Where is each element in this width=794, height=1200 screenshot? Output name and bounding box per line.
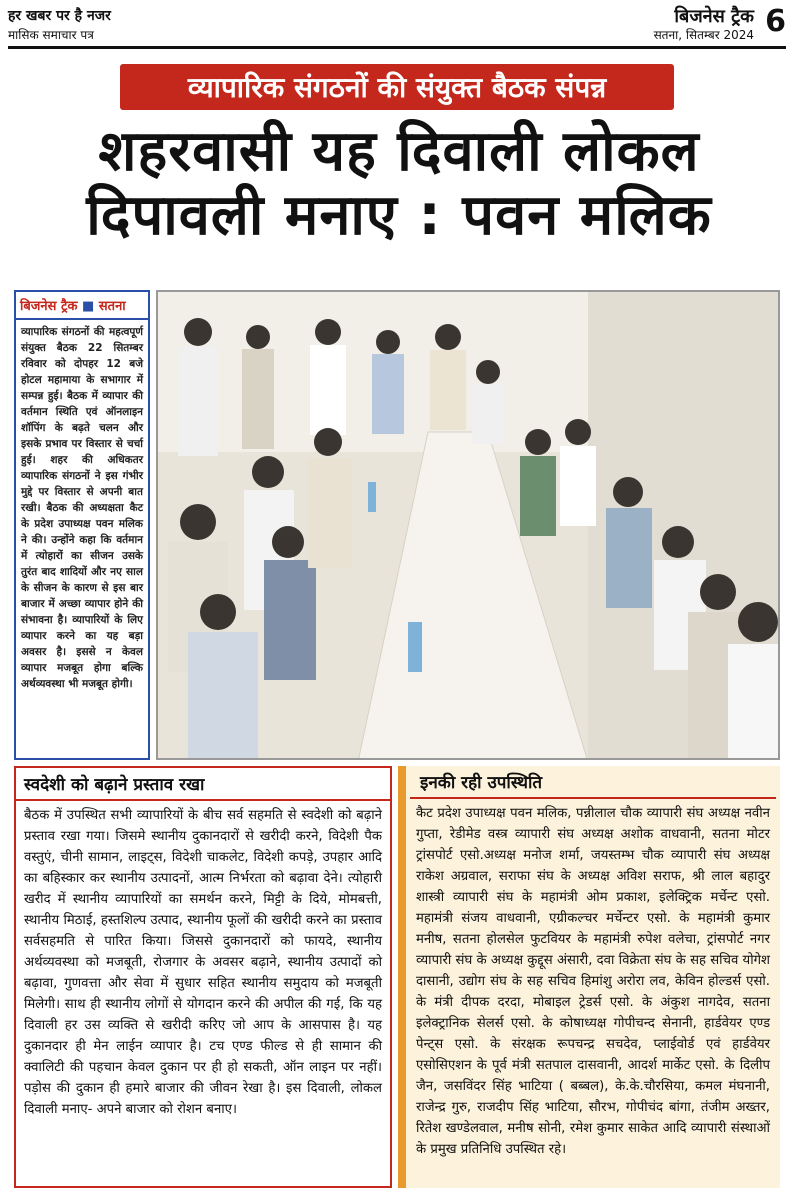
headline [14,120,784,248]
lead-column [14,290,150,760]
headline-line-1: शहरवासी यह दिवाली लोकल [98,119,700,184]
masthead [0,0,794,46]
attendance-body: कैट प्रदेश उपाध्यक्ष पवन मलिक, पन्नीलाल चौक व्यापारी संघ अध्यक्ष नवीन गुप्ता, रेडीमेड वस्त्र व्यापारी संघ अध्यक्ष अशोक वाधवानी, सतना मोटर ट्रांसपोर्ट एसो.अध्यक्ष मनोज शर्मा, जयस्तम्भ चौक व्यापारी संघ अध्यक्ष राकेश अग्रवाल, सराफा संघ के अध्यक्ष अविश सराफ, श्री लाल बहादुर शास्त्री व्यापारी संघ के महामंत्री ओम प्रकाश, इलेक्ट्रिक मर्चेन्ट एसो. महामंत्री संजय वाधवानी, एग्रीकल्चर मर्चेन्टर एसो. के महामंत्री कुमार मनीष, सतना होलसेल फुटवियर के महामंत्री रुपेश वलेचा, ट्रांसपोर्ट नगर व्यापारी संघ के अध्यक्ष कुद्दूस अंसारी, दवा विक्रेता संघ के सह सचिव योगेश दासानी, उद्योग संघ के सह सचिव हिमांशु अरोरा लव, केविन होल्डर्स एसो. के मंत्री दीपक दरदा, मोबाइल ट्रेडर्स एसो. के अंकुश नागदेव, सतना इलेक्ट्रानिक सेलर्स एसो. के कोषाध्यक्ष गोपीचन्द सेनानी, हार्डवेयर एण्ड पेन्ट्स एसो. के संरक्षक रूपचन्द्र सचदेव, प्लाईवोर्ड एवं हार्डवेयर एसोसिएशन के पूर्व मंत्री सतपाल दासवानी, आदर्श मार्केट एसो. के दिलीप जैन, जसविंदर सिंह भाटिया ( बब्बल), के.के.चौरसिया, कमल मंघनानी, राजेन्द्र गुरु, राजदीप सिंह भाटिया, सौरभ, गोपीचंद बांगा, तंजीम अख्तर, रितेश खण्डेलवाल, मनीष सोनी, रमेश कुमार साकेत आदि व्यापारी संस्थाओं के प्रमुख प्रतिनिधि उपस्थित रहे। [416,806,770,1157]
masthead-subtitle: मासिक समाचार पत्र [8,28,94,42]
square-bullet-icon: ■ [82,299,95,314]
meeting-photo [156,290,780,760]
swadeshi-section [14,766,392,1188]
swadeshi-body: बैठक में उपस्थित सभी व्यापारियों के बीच सर्व सहमति से स्वदेशी को बढ़ाने प्रस्ताव रखा गया। जिसमे स्थानीय दुकानदारों से खरीदी करने, विदेशी पैक वस्तुएं, चीनी सामान, लाइट्स, विदेशी चाकलेट, विदेशी कपड़े, उपहार आदि का बहिस्कार कर स्थानीय उत्पादनों, आत्म निर्भरता को बढ़ावा देने। त्योहारी खरीद में स्थानीय व्यापारियों का समर्थन करने, मिट्टी के दिये, मोमबत्ती, स्थानीय मिठाई, हस्तशिल्प उत्पाद, स्थानीय फूलों की खरीदी करने का प्रस्ताव सर्वसहमति से पारित किया। जिससे दुकानदारों को फायदे, स्थानीय अर्थव्यवस्था को मजबूती, रोजगार के अवसर बढ़ाने, स्थानीय उत्पादों को बढ़ावा, गुणवत्ता और सेवा में सुधार सहित स्थानीय समुदाय को मजबूती मिलेगी। साथ ही स्थानीय लोगों से योगदान करने की अपील की गई, कि यह दिवाली हर उस व्यक्ति से खरीदी करिए जो आप के आसपास है। यह दुकानदार ही मेन लाईन व्यापार है। टच एण्ड फील्ड से ही सामान की क्वालिटी की पहचान केवल दुकान पर ही हो सकती, ऑन लाइन पर नहीं। पड़ोस की दुकान ही हमारे बाजार की जीवन रेखा है। इस दिवाली, लोकल दिवाली मनाए- अपने बाजार को रोशन बनाए। [24,808,382,1117]
attendance-heading: इनकी रही उपस्थिति [410,766,776,799]
masthead-dateline: सतना, सितम्बर 2024 [653,28,754,42]
kicker-banner: व्यापारिक संगठनों की संयुक्त बैठक संपन्न [120,64,674,110]
byline-place: सतना [98,299,126,314]
masthead-rule [8,46,786,49]
attendance-section [398,766,780,1188]
lead-text: व्यापारिक संगठनों की महत्वपूर्ण संयुक्त बैठक 22 सितम्बर रविवार को दोपहर 12 बजे होटल महामाया के सभागार में सम्पन्न हुई। बैठक में व्यापार की वर्तमान स्थिति एवं ऑनलाइन शॉपिंग के बढ़ते चलन और इसके प्रभाव पर विस्तार से चर्चा हुई। शहर की अधिकतर व्यापारिक संगठनों ने इस गंभीर मुद्दे पर विस्तार से अपनी बात रखी। बैठक की अध्यक्षता कैट के प्रदेश उपाध्यक्ष पवन मलिक ने की। उन्होंने कहा कि वर्तमान में त्योहारों का सीजन उसके तुरंत बाद शादियों और नए साल के सीजन के कारण से इस बार बाजार में अच्छा व्यापार होने की संभावना है। व्यापारियों के लिए व्यापार करने का यह बड़ा अवसर है। इससे न केवल व्यापार मजबूत होगा बल्कि अर्थव्यवस्था भी मजबूत होगी। [21,326,143,690]
byline-source: बिजनेस ट्रैक [20,299,78,314]
headline-line-2: दिपावली मनाए : पवन मलिक [86,183,712,248]
swadeshi-heading: स्वदेशी को बढ़ाने प्रस्ताव रखा [16,768,390,801]
masthead-tagline: हर खबर पर है नजर [8,8,111,24]
meeting-photo-illustration [158,292,778,758]
masthead-brand: बिजनेस ट्रैक [674,6,754,27]
page-number: 6 [765,4,786,39]
byline [16,292,148,320]
